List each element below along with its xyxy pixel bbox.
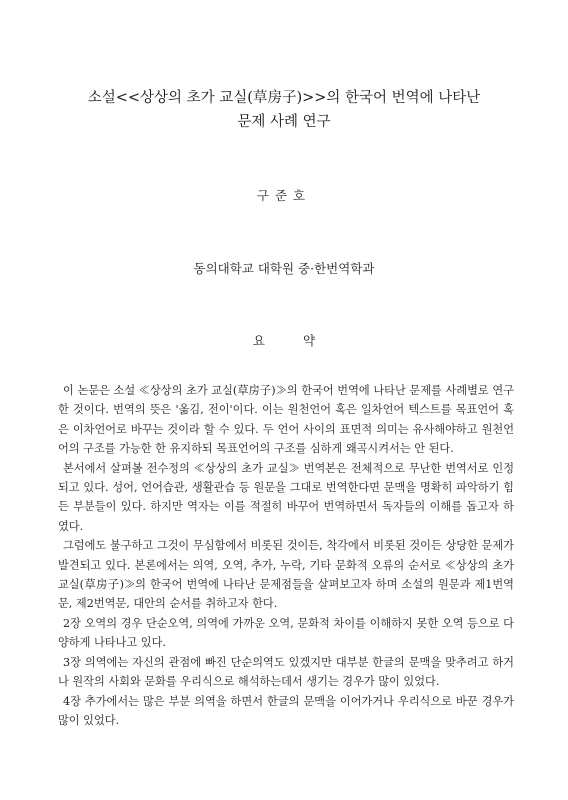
- abstract-heading: [0, 331, 568, 349]
- paper-title: [40, 86, 528, 134]
- abstract-heading-left: 요: [252, 333, 265, 348]
- title-line-1: 소설<<상상의 초가 교실(草房子)>>의 한국어 번역에 나타난: [87, 90, 481, 106]
- abstract-heading-right: 약: [303, 333, 316, 348]
- author-name: 구준호: [256, 188, 312, 203]
- abstract-paragraph-4: 2장 오역의 경우 단순오역, 의역에 가까운 오역, 문화적 차이를 이해하지 못한 오역 등으로 다양하게 나타나고 있다.: [58, 616, 514, 650]
- title-line-2: 문제 사례 연구: [237, 114, 331, 130]
- abstract-paragraph-1: 이 논문은 소설 ≪상상의 초가 교실(草房子)≫의 한국어 번역에 나타난 문제를 사례별로 연구한 것이다. 번역의 뜻은 '옮김, 전이'이다. 이는 원천언어 혹은 일차언어 텍스트를 목표언어 혹은 이차언어로 바꾸는 것이라 할 수 있다. 두 언어 사이의 표면적 의미는 유사해야하고 원천언어의 구조를 가능한 한 유지하되 목표언어의 구조를 심하게 왜곡시켜서는 안 된다.: [58, 384, 514, 456]
- abstract-paragraph-5: 3장 의역에는 자신의 관점에 빠진 단순의역도 있겠지만 대부분 한글의 문맥을 맞추려고 하거나 원작의 사회와 문화를 우리식으로 해석하는데서 생기는 경우가 많이 있었다.: [58, 655, 514, 689]
- abstract-paragraph-3: 그럼에도 불구하고 그것이 무심함에서 비롯된 것이든, 착각에서 비롯된 것이든 상당한 문제가 발견되고 있다. 본론에서는 의역, 오역, 추가, 누락, 기타 문화적 오류의 순서로 ≪상상의 초가 교실(草房子)≫의 한국어 번역에 나타난 문제점들을 살펴보고자 하며 소설의 원문과 제1번역문, 제2번역문, 대안의 순서를 취하고자 한다.: [58, 539, 514, 611]
- author-affiliation: 동의대학교 대학원 중·한번역학과: [193, 261, 375, 276]
- abstract-body: [58, 381, 514, 730]
- abstract-paragraph-2: 본서에서 살펴볼 전수정의 ≪상상의 초가 교실≫ 번역본은 전체적으로 무난한 번역서로 인정 되고 있다. 성어, 언어습관, 생활관습 등 원문을 그대로 번역한다면 문맥을 명확히 파악하기 힘든 부분들이 있다. 하지만 역자는 이를 적절히 바꾸어 번역하면서 독자들의 이해를 돕고자 하였다.: [58, 461, 514, 533]
- abstract-paragraph-6: 4장 추가에서는 많은 부분 의역을 하면서 한글의 문맥을 이어가거나 우리식으로 바꾼 경우가 많이 있었다.: [58, 694, 514, 727]
